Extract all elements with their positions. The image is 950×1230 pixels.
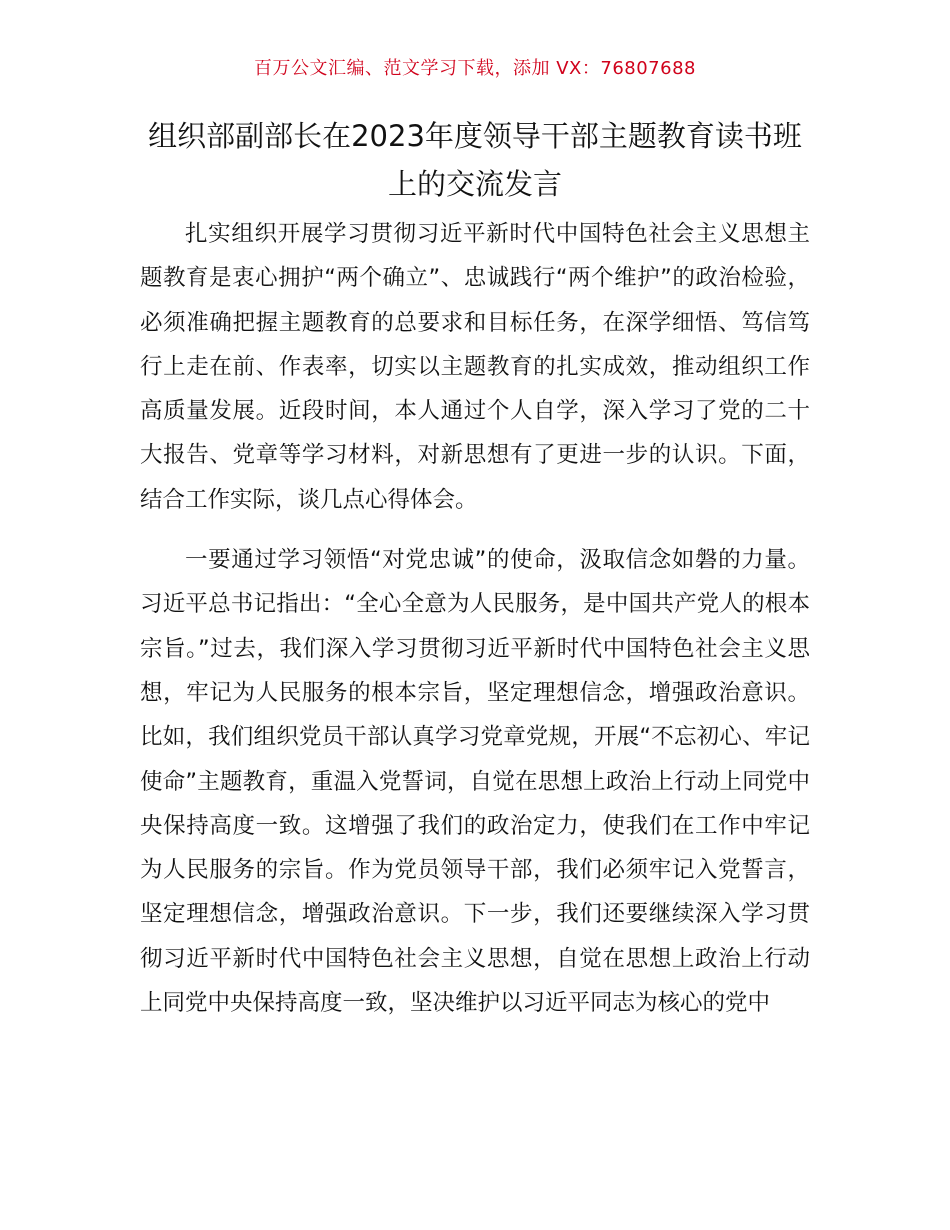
document-title: 组织部副部长在2023年度领导干部主题教育读书班上的交流发言 <box>148 119 802 201</box>
paragraph-point-one: 一要通过学习领悟“对党忠诚”的使命，汲取信念如磐的力量。习近平总书记指出：“全心全意为人民服务，是中国共产党人的根本宗旨。”过去，我们深入学习贯彻习近平新时代中国特色社会主义思想，牢记为人民服务的根本宗旨，坚定理想信念，增强政治意识。比如，我们组织党员干部认真学习党章党规，开展“不忘初心、牢记使命”主题教育，重温入党誓词，自觉在思想上政治上行动上同党中央保持高度一致。这增强了我们的政治定力，使我们在工作中牢记为人民服务的宗旨。作为党员领导干部，我们必须牢记入党誓言，坚定理想信念，增强政治意识。下一步，我们还要继续深入学习贯彻习近平新时代中国特色社会主义思想，自觉在思想上政治上行动上同党中央保持高度一致，坚决维护以习近平同志为核心的党中 <box>140 547 810 1017</box>
paragraph-intro: 扎实组织开展学习贯彻习近平新时代中国特色社会主义思想主题教育是衷心拥护“两个确立”、忠诚践行“两个维护”的政治检验，必须准确把握主题教育的总要求和目标任务，在深学细悟、笃信笃行上走在前、作表率，切实以主题教育的扎实成效，推动组织工作高质量发展。近段时间，本人通过个人自学，深入学习了党的二十大报告、党章等学习材料，对新思想有了更进一步的认识。下面，结合工作实际，谈几点心得体会。 <box>140 221 810 513</box>
header-banner: 百万公文汇编、范文学习下载，添加 VX：76807688 <box>254 58 696 79</box>
document-body <box>140 212 810 1025</box>
